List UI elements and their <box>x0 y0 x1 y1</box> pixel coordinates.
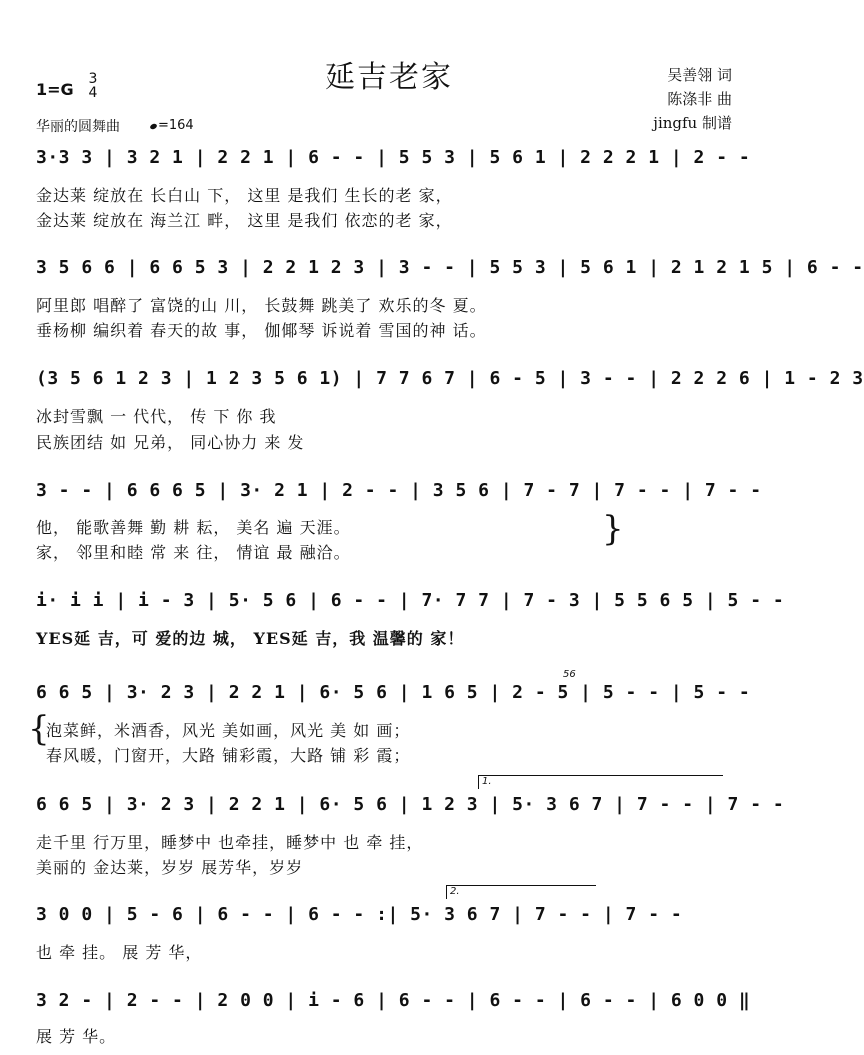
system-6-notes: 6 6 5 | 3· 2 3 | 2 2 1 | 6· 5 6 | 1 6 5 | 2 - 5 | 5 - - | 5 - - <box>36 682 751 703</box>
performance-style: 华丽的圆舞曲 <box>36 119 120 135</box>
system-2-lyric-1: 阿里郎 唱醉了 富饶的山 川， 长鼓舞 跳美了 欢乐的冬 夏。 <box>36 296 487 315</box>
system-3-lyric-1: 冰封雪飘 一 代代， 传 下 你 我 <box>36 407 277 426</box>
system-6-lyric-2: 春风暖，门窗开，大路 铺彩霞，大路 铺 彩 霞； <box>46 746 411 765</box>
system-6-lyric-1: 泡菜鲜，米酒香，风光 美如画，风光 美 如 画； <box>46 721 411 740</box>
system-4-lyric-1: 他， 能歌善舞 勤 耕 耘， 美名 遍 天涯。 <box>36 518 351 537</box>
key-signature: 1=G <box>36 80 74 99</box>
volta-2-bracket <box>446 885 596 886</box>
volta-2-label: 2. <box>450 886 460 897</box>
system-3-notes: (3 5 6 1 2 3 | 1 2 3 5 6 1) | 7 7 6 7 | 6 - 5 | 3 - - | 2 2 2 6 | 1 - 2 3 <box>36 368 864 389</box>
system-9-notes: 3 2 - | 2 - - | 2 0 0 | i - 6 | 6 - - | 6 - - | 6 - - | 6 0 0 ‖ <box>36 990 751 1011</box>
system-1-notes: 3·3 3 | 3 2 1 | 2 2 1 | 6 - - | 5 5 3 | 5 6 1 | 2 2 2 1 | 2 - - <box>36 147 751 168</box>
page-title: 延吉老家 <box>325 60 453 95</box>
volta-1-left <box>478 775 479 789</box>
tempo-marking <box>150 118 194 133</box>
system-1-lyric-2: 金达莱 绽放在 海兰江 畔， 这里 是我们 依恋的老 家， <box>36 211 453 230</box>
volta-1-label: 1. <box>482 776 492 787</box>
system-7-lyric-2: 美丽的 金达莱，岁岁 展芳华，岁岁 <box>36 858 304 877</box>
system-5-notes: i· i i | i - 3 | 5· 5 6 | 6 - - | 7· 7 7 | 7 - 3 | 5 5 6 5 | 5 - - <box>36 590 785 611</box>
system-7-notes: 6 6 5 | 3· 2 3 | 2 2 1 | 6· 5 6 | 1 2 3 | 5· 3 6 7 | 7 - - | 7 - - <box>36 794 785 815</box>
verse-brace-left: { <box>28 709 50 749</box>
grace-note-mark: 56 <box>563 669 576 680</box>
volta-1-bracket <box>478 775 723 776</box>
system-4-notes: 3 - - | 6 6 6 5 | 3· 2 1 | 2 - - | 3 5 6 | 7 - 7 | 7 - - | 7 - - <box>36 480 762 501</box>
system-7-lyric-1: 走千里 行万里，睡梦中 也牵挂，睡梦中 也 牵 挂， <box>36 833 424 852</box>
verse-brace-right: } <box>602 509 624 549</box>
system-3-lyric-2: 民族团结 如 兄弟， 同心协力 来 发 <box>36 433 305 452</box>
system-9-lyric-1: 展 芳 华。 <box>36 1027 117 1046</box>
lyricist-credit: 吴善翎 词 <box>667 66 732 84</box>
system-8-lyric-1: 也 牵 挂。 展 芳 华， <box>36 943 203 962</box>
time-bottom: 4 <box>88 85 98 101</box>
system-8-notes: 3 0 0 | 5 - 6 | 6 - - | 6 - - :| 5· 3 6 7 | 7 - - | 7 - - <box>36 904 683 925</box>
tempo-value: =164 <box>158 118 194 133</box>
time-signature <box>86 72 100 100</box>
system-1-lyric-1: 金达莱 绽放在 长白山 下， 这里 是我们 生长的老 家， <box>36 186 453 205</box>
volta-2-left <box>446 885 447 899</box>
engraver-credit: jingfu 制谱 <box>653 114 732 132</box>
time-top: 3 <box>88 71 98 87</box>
quarter-note-icon <box>149 123 157 130</box>
system-5-lyric-1: YES延 吉，可 爱的边 城， YES延 吉，我 温馨的 家！ <box>36 629 465 648</box>
system-4-lyric-2: 家， 邻里和睦 常 来 往， 情谊 最 融洽。 <box>36 543 351 562</box>
system-2-notes: 3 5 6 6 | 6 6 5 3 | 2 2 1 2 3 | 3 - - | 5 5 3 | 5 6 1 | 2 1 2 1 5 | 6 - - <box>36 257 864 278</box>
system-2-lyric-2: 垂杨柳 编织着 春天的故 事， 伽倻琴 诉说着 雪国的神 话。 <box>36 321 487 340</box>
composer-credit: 陈涤非 曲 <box>667 90 732 108</box>
